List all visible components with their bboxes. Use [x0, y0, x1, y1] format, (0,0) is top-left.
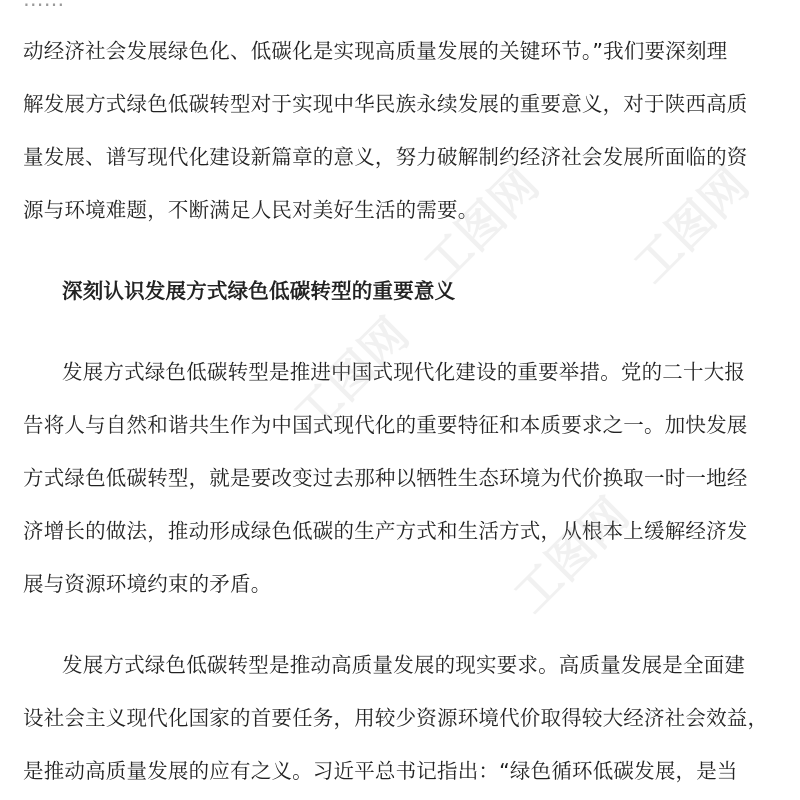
paragraph-line: 是推动高质量发展的应有之义。习近平总书记指出：“绿色循环低碳发展，是当	[23, 759, 738, 783]
paragraph-line: 济增长的做法，推动形成绿色低碳的生产方式和生活方式，从根本上缓解经济发	[23, 519, 748, 543]
paragraph-line: 展与资源环境约束的矛盾。	[23, 572, 272, 596]
paragraph-line: 设社会主义现代化国家的首要任务，用较少资源环境代价取得较大经济社会效益，	[23, 706, 769, 730]
paragraph-line: 发展方式绿色低碳转型是推动高质量发展的现实要求。高质量发展是全面建	[62, 653, 746, 677]
paragraph-line: 解发展方式绿色低碳转型对于实现中华民族永续发展的重要意义，对于陕西高质	[23, 92, 748, 116]
paragraph-line: 发展方式绿色低碳转型是推进中国式现代化建设的重要举措。党的二十大报	[62, 360, 746, 384]
paragraph-line: 告将人与自然和谐共生作为中国式现代化的重要特征和本质要求之一。加快发展	[23, 413, 748, 437]
cut-off-line	[23, 0, 783, 14]
paragraph-line: 方式绿色低碳转型，就是要改变过去那种以牺牲生态环境为代价换取一时一地经	[23, 466, 748, 490]
section-heading: 深刻认识发展方式绿色低碳转型的重要意义	[62, 279, 456, 303]
watermark: 工图网	[623, 157, 760, 294]
paragraph-line: 源与环境难题，不断满足人民对美好生活的需要。	[23, 198, 479, 222]
paragraph-line: 量发展、谱写现代化建设新篇章的意义，努力破解制约经济社会发展所面临的资	[23, 145, 748, 169]
watermark: 工图网	[283, 307, 420, 444]
paragraph-line: 动经济社会发展绿色化、低碳化是实现高质量发展的关键环节。”我们要深刻理	[23, 39, 728, 63]
watermark: 工图网	[413, 157, 550, 294]
watermark: 工图网	[503, 487, 640, 624]
